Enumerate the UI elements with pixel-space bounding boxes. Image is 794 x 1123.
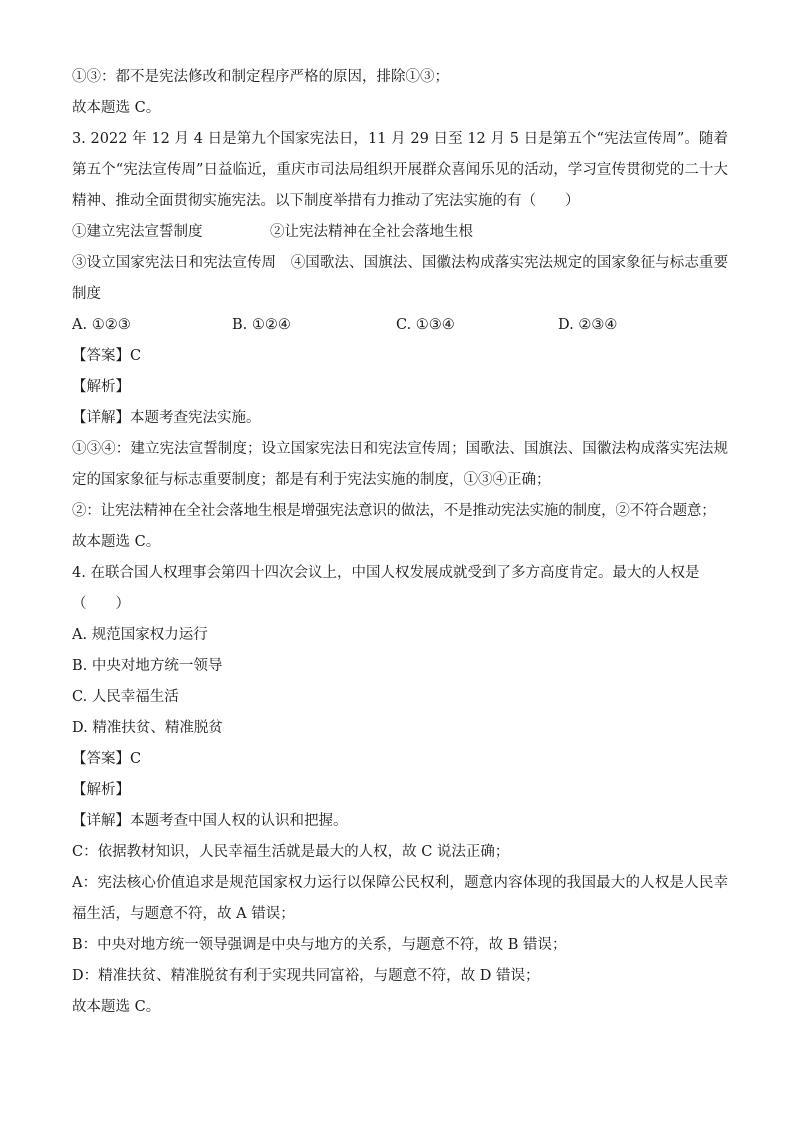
question-3-statements-row-1 <box>72 217 728 248</box>
question-3-options <box>72 310 728 341</box>
detail-paragraph: ②：让宪法精神在全社会落地生根是增强宪法意识的做法，不是推动宪法实施的制度，②不符合题意； <box>72 503 716 519</box>
option-d: D. 精准扶贫、精准脱贫 <box>72 720 223 736</box>
detail-label: 【详解】本题考查中国人权的认识和把握。 <box>72 813 348 829</box>
option-b: B. 中央对地方统一领导 <box>72 658 223 674</box>
document-page <box>72 62 728 1023</box>
conclusion-line: 故本题选 C。 <box>72 999 161 1015</box>
analysis-label: 【解析】 <box>72 379 130 395</box>
answer-label: 【答案】C <box>72 751 142 767</box>
detail-label: 【详解】本题考查宪法实施。 <box>72 410 261 426</box>
detail-paragraph: ①③④：建立宪法宣誓制度；设立国家宪法日和宪法宣传周；国歌法、国旗法、国徽法构成落实宪法规定的国家象征与标志重要制度；都是有利于宪法实施的制度，①③④正确； <box>72 441 728 488</box>
option-c: C. ①③④ <box>396 317 455 333</box>
explanation-c: C：依据教材知识，人民幸福生活就是最大的人权，故 C 说法正确； <box>72 844 510 860</box>
text-line: 故本题选 C。 <box>72 100 161 116</box>
option-a: A. 规范国家权力运行 <box>72 627 208 643</box>
option-c: C. 人民幸福生活 <box>72 689 179 705</box>
conclusion-line: 故本题选 C。 <box>72 534 161 550</box>
statement-1: ①建立宪法宣誓制度 <box>72 224 203 240</box>
option-b: B. ①②④ <box>232 317 291 333</box>
explanation-a: A：宪法核心价值追求是规范国家权力运行以保障公民权利，题意内容体现的我国最大的人权是人民幸福生活，与题意不符，故 A 错误； <box>72 875 728 922</box>
question-4-paren: （ ） <box>72 596 130 612</box>
statement-2: ②让宪法精神在全社会落地生根 <box>270 224 473 240</box>
question-4-stem: 4. 在联合国人权理事会第四十四次会议上，中国人权发展成就受到了多方高度肯定。最大的人权是 <box>72 565 700 581</box>
analysis-label: 【解析】 <box>72 782 130 798</box>
option-a: A. ①②③ <box>72 317 131 333</box>
statements-3-4: ③设立国家宪法日和宪法宣传周 ④国歌法、国旗法、国徽法构成落实宪法规定的国家象征与标志重要制度 <box>72 255 728 302</box>
question-3-stem: 3. 2022 年 12 月 4 日是第九个国家宪法日，11 月 29 日至 12 月 5 日是第五个“宪法宣传周”。随着第五个“宪法宣传周”日益临近，重庆市司法局组织开展群众喜闻乐见的活动，学习宣传贯彻党的二十大精神、推动全面贯彻实施宪法。以下制度举措有力推动了宪法实施的有（ ） <box>72 131 728 209</box>
option-d: D. ②③④ <box>558 317 618 333</box>
text-line: ①③：都不是宪法修改和制定程序严格的原因，排除①③； <box>72 69 449 85</box>
explanation-d: D：精准扶贫、精准脱贫有利于实现共同富裕，与题意不符，故 D 错误； <box>72 968 540 984</box>
explanation-b: B：中央对地方统一领导强调是中央与地方的关系，与题意不符，故 B 错误； <box>72 937 567 953</box>
answer-label: 【答案】C <box>72 348 142 364</box>
